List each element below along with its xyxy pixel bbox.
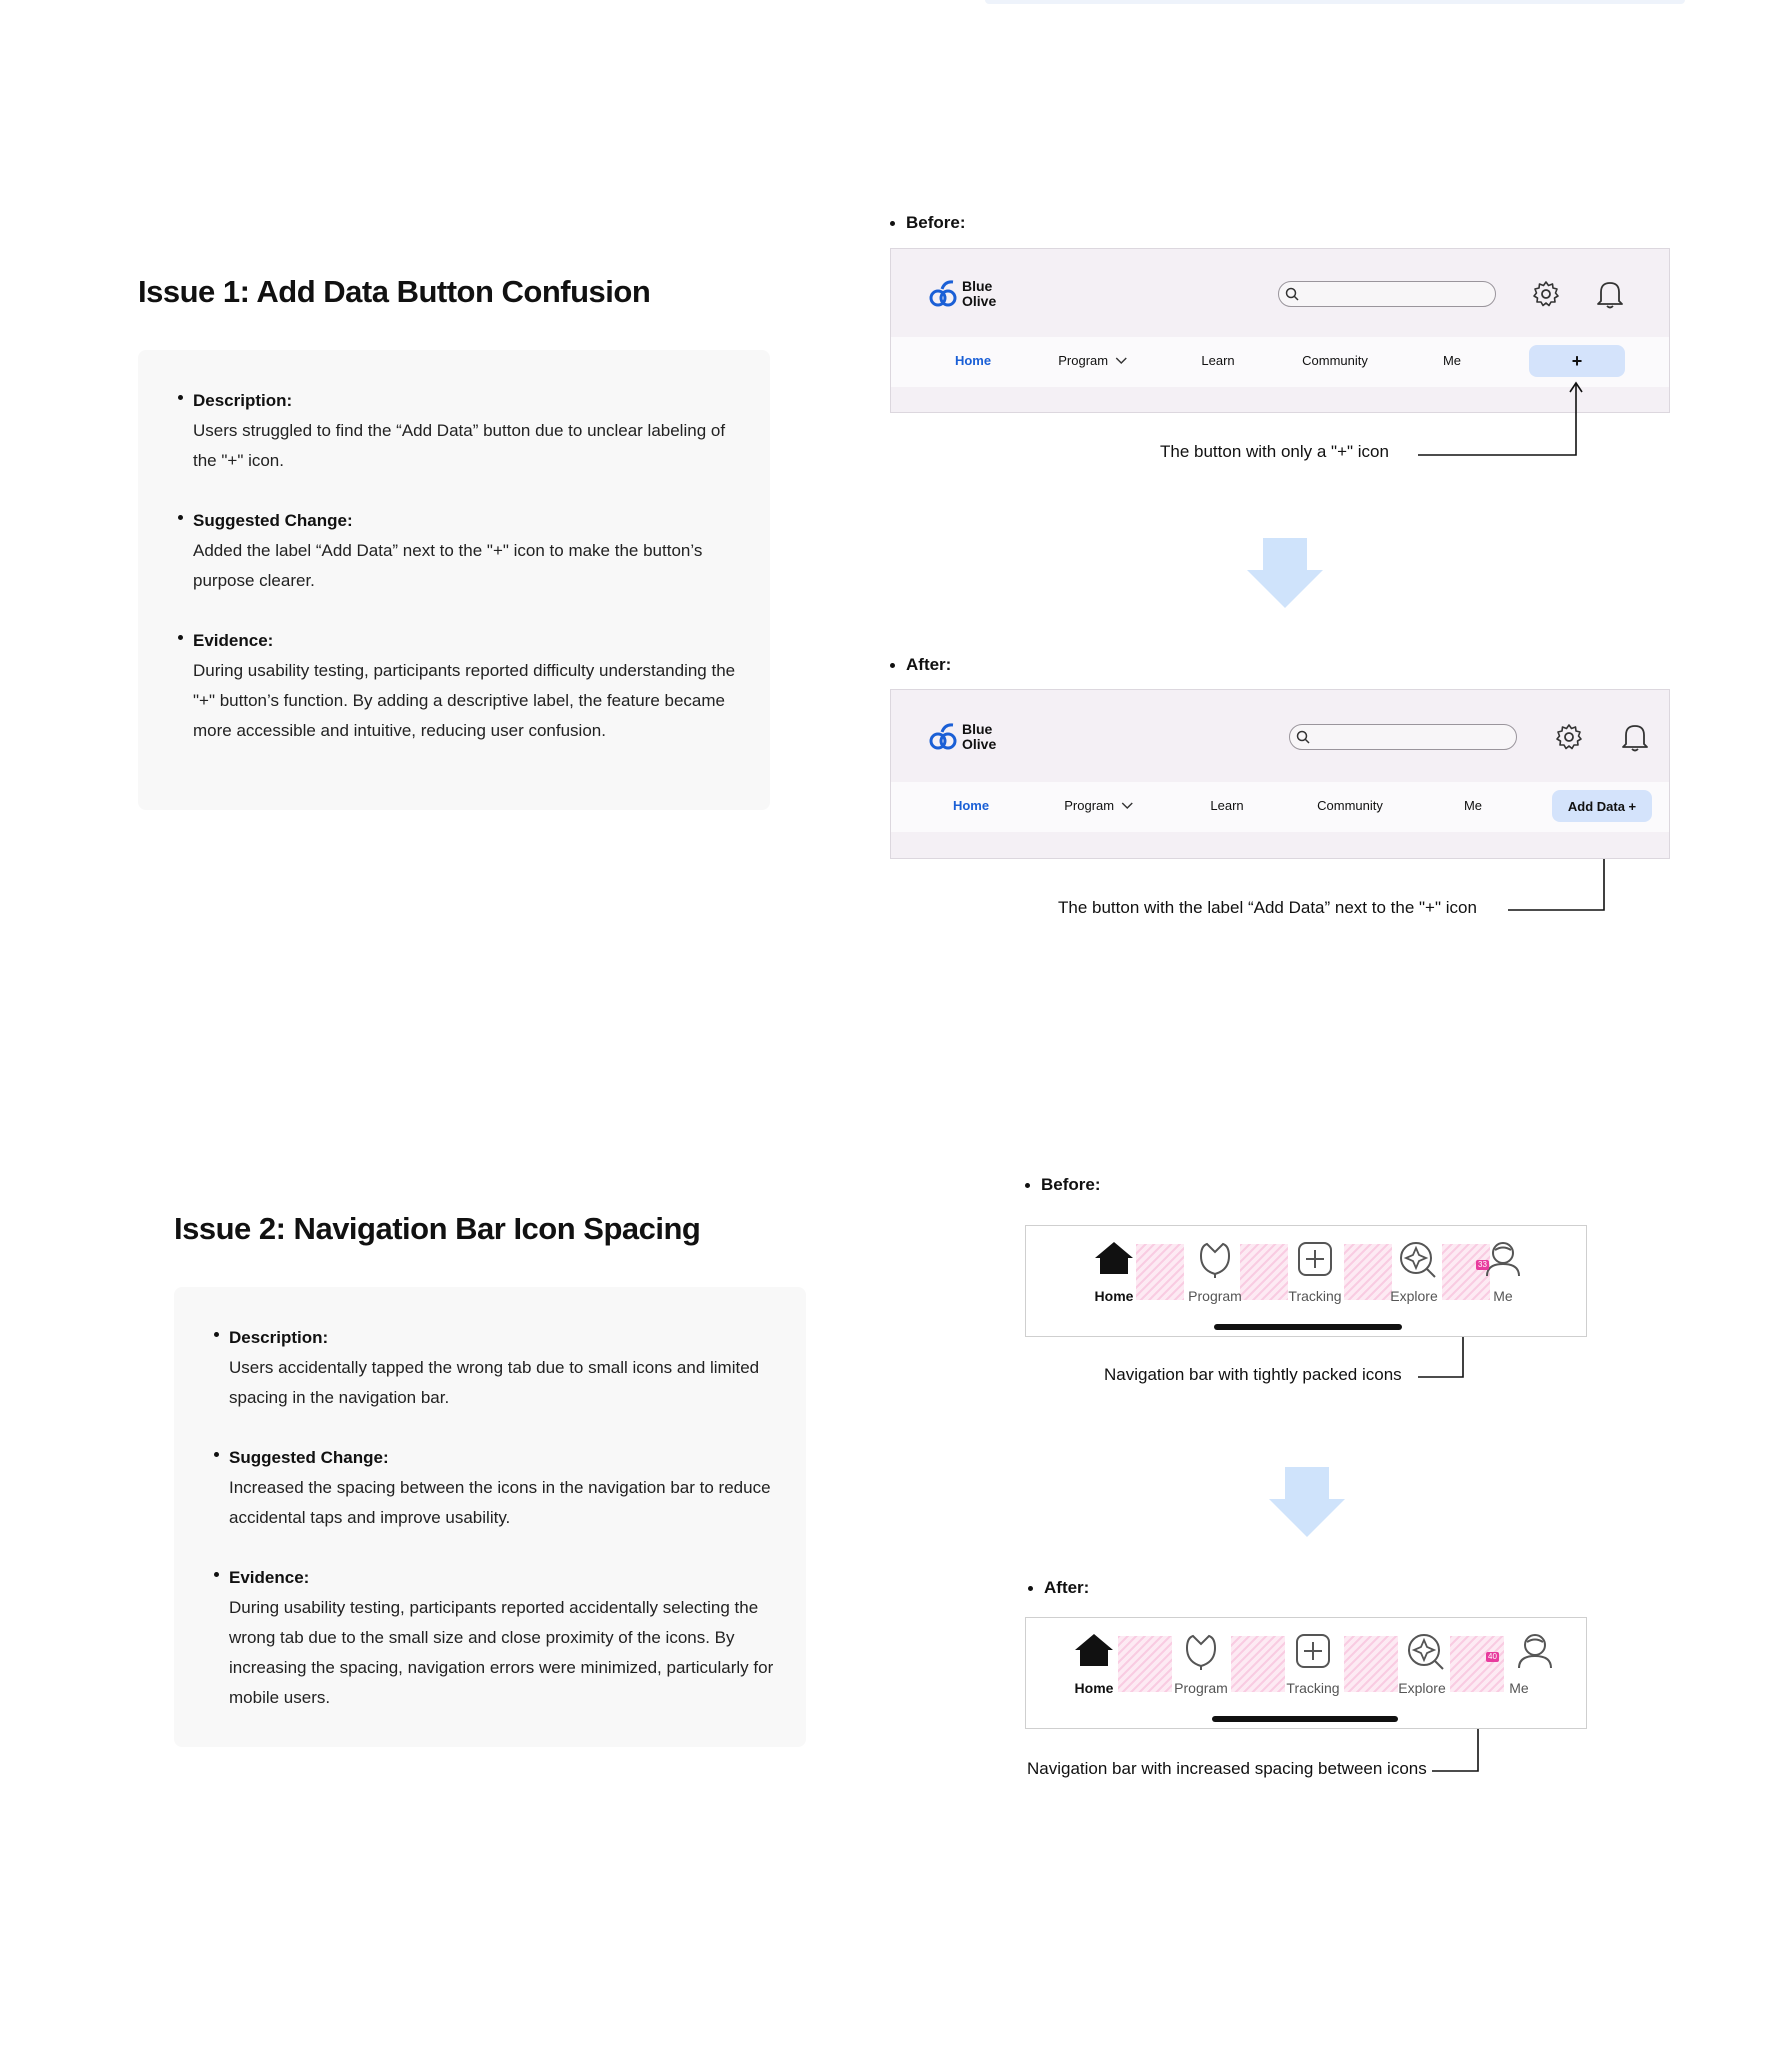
issue2-before-label: Before: [1025, 1175, 1101, 1195]
nav-program[interactable]: Program [1064, 798, 1133, 813]
logo [928, 722, 996, 752]
top-strip [985, 0, 1685, 4]
issue1-before-caption: The button with only a "+" icon [1160, 442, 1389, 461]
issue2-card [174, 1287, 806, 1747]
tab-home[interactable]: Home [1094, 1288, 1134, 1304]
issue2-change: Suggested Change: Increased the spacing between the icons in the navigation bar to reduce accidental taps and improve usability. [214, 1443, 776, 1533]
spacing-marker [1136, 1244, 1184, 1300]
blue-olive-logo-icon [928, 279, 958, 309]
home-indicator [1212, 1716, 1398, 1722]
nav-row [891, 782, 1669, 832]
tab-explore[interactable]: Explore [1390, 1288, 1438, 1304]
issue1-before-label: Before: [890, 213, 966, 233]
home-indicator [1214, 1324, 1402, 1330]
spacing-marker [1450, 1636, 1504, 1692]
tab-home[interactable]: Home [1074, 1680, 1114, 1696]
home-icon[interactable] [1073, 1632, 1115, 1668]
nav-home[interactable]: Home [952, 798, 990, 813]
issue2-evidence: Evidence: During usability testing, participants reported accidentally selecting the wrong tab due to the small size and close proximity of the icons. By increasing the spacing, navigation errors were minimized, particularly for mobile users. [214, 1563, 776, 1713]
tab-me[interactable]: Me [1493, 1288, 1513, 1304]
issue2-after-navbar [1025, 1617, 1587, 1729]
program-icon[interactable] [1183, 1632, 1219, 1670]
issue2-description: Description: Users accidentally tapped the wrong tab due to small icons and limited spacing in the navigation bar. [214, 1323, 776, 1413]
user-icon[interactable] [1516, 1632, 1554, 1670]
blue-olive-logo-icon [928, 722, 958, 752]
bell-icon[interactable] [1595, 278, 1625, 310]
search-input[interactable] [1289, 724, 1517, 750]
spacing-marker [1442, 1244, 1490, 1300]
spacing-marker [1240, 1244, 1288, 1300]
issue1-change: Suggested Change: Added the label “Add Data” next to the "+" icon to make the button’s purpose clearer. [178, 506, 740, 596]
logo-text: Blue Olive [962, 721, 997, 752]
home-icon[interactable] [1093, 1240, 1135, 1276]
nav-learn[interactable]: Learn [1201, 353, 1235, 368]
nav-me[interactable]: Me [1442, 353, 1462, 368]
nav-learn[interactable]: Learn [1210, 798, 1244, 813]
issue1-before-header [890, 248, 1670, 413]
plus-square-icon[interactable] [1296, 1240, 1334, 1278]
issue1-card [138, 350, 770, 810]
spacing-marker [1344, 1636, 1398, 1692]
issue2-before-caption: Navigation bar with tightly packed icons [1104, 1365, 1402, 1384]
issue1-after-caption: The button with the label “Add Data” next to the "+" icon [1058, 898, 1477, 917]
issue1-after-header [890, 689, 1670, 859]
notification-badge: 40 [1488, 1652, 1497, 1661]
spacing-marker [1231, 1636, 1285, 1692]
issue2-after-caption: Navigation bar with increased spacing between icons [1027, 1759, 1427, 1778]
add-data-button[interactable]: Add Data + [1552, 790, 1652, 822]
issue1-evidence: Evidence: During usability testing, participants reported difficulty understanding the "+" button’s function. By adding a descriptive label, the feature became more accessible and intuitive, reducing user confusion. [178, 626, 740, 746]
tab-program[interactable]: Program [1174, 1680, 1228, 1696]
program-icon[interactable] [1197, 1240, 1233, 1278]
issue2-before-navbar [1025, 1225, 1587, 1337]
bell-icon[interactable] [1620, 721, 1650, 753]
chevron-down-icon [1116, 357, 1128, 365]
issue1-after-label: After: [890, 655, 951, 675]
spacing-marker [1118, 1636, 1172, 1692]
search-icon [1285, 287, 1299, 301]
issue2-title: Issue 2: Navigation Bar Icon Spacing [174, 1211, 701, 1246]
tab-program[interactable]: Program [1188, 1288, 1242, 1304]
notification-badge: 33 [1478, 1260, 1487, 1269]
gear-icon[interactable] [1554, 722, 1584, 752]
nav-community[interactable]: Community [1317, 798, 1383, 813]
issue1-description: Description: Users struggled to find the “Add Data” button due to unclear labeling of the "+" icon. [178, 386, 740, 476]
gear-icon[interactable] [1531, 279, 1561, 309]
nav-row [891, 337, 1669, 387]
search-icon [1296, 730, 1310, 744]
nav-program[interactable]: Program [1058, 353, 1127, 368]
explore-icon[interactable] [1406, 1632, 1446, 1672]
nav-home[interactable]: Home [954, 353, 992, 368]
add-data-button[interactable]: + [1529, 345, 1625, 377]
spacing-marker [1344, 1244, 1392, 1300]
plus-square-icon[interactable] [1294, 1632, 1332, 1670]
logo-text: Blue Olive [962, 278, 997, 309]
tab-me[interactable]: Me [1509, 1680, 1529, 1696]
issue1-title: Issue 1: Add Data Button Confusion [138, 274, 651, 309]
user-icon[interactable] [1484, 1240, 1522, 1278]
nav-me[interactable]: Me [1463, 798, 1483, 813]
logo [928, 279, 996, 309]
search-input[interactable] [1278, 281, 1496, 307]
issue2-after-label: After: [1028, 1578, 1089, 1598]
tab-tracking[interactable]: Tracking [1288, 1288, 1342, 1304]
explore-icon[interactable] [1398, 1240, 1438, 1280]
chevron-down-icon [1122, 802, 1134, 810]
nav-community[interactable]: Community [1302, 353, 1368, 368]
tab-explore[interactable]: Explore [1398, 1680, 1446, 1696]
tab-tracking[interactable]: Tracking [1286, 1680, 1340, 1696]
